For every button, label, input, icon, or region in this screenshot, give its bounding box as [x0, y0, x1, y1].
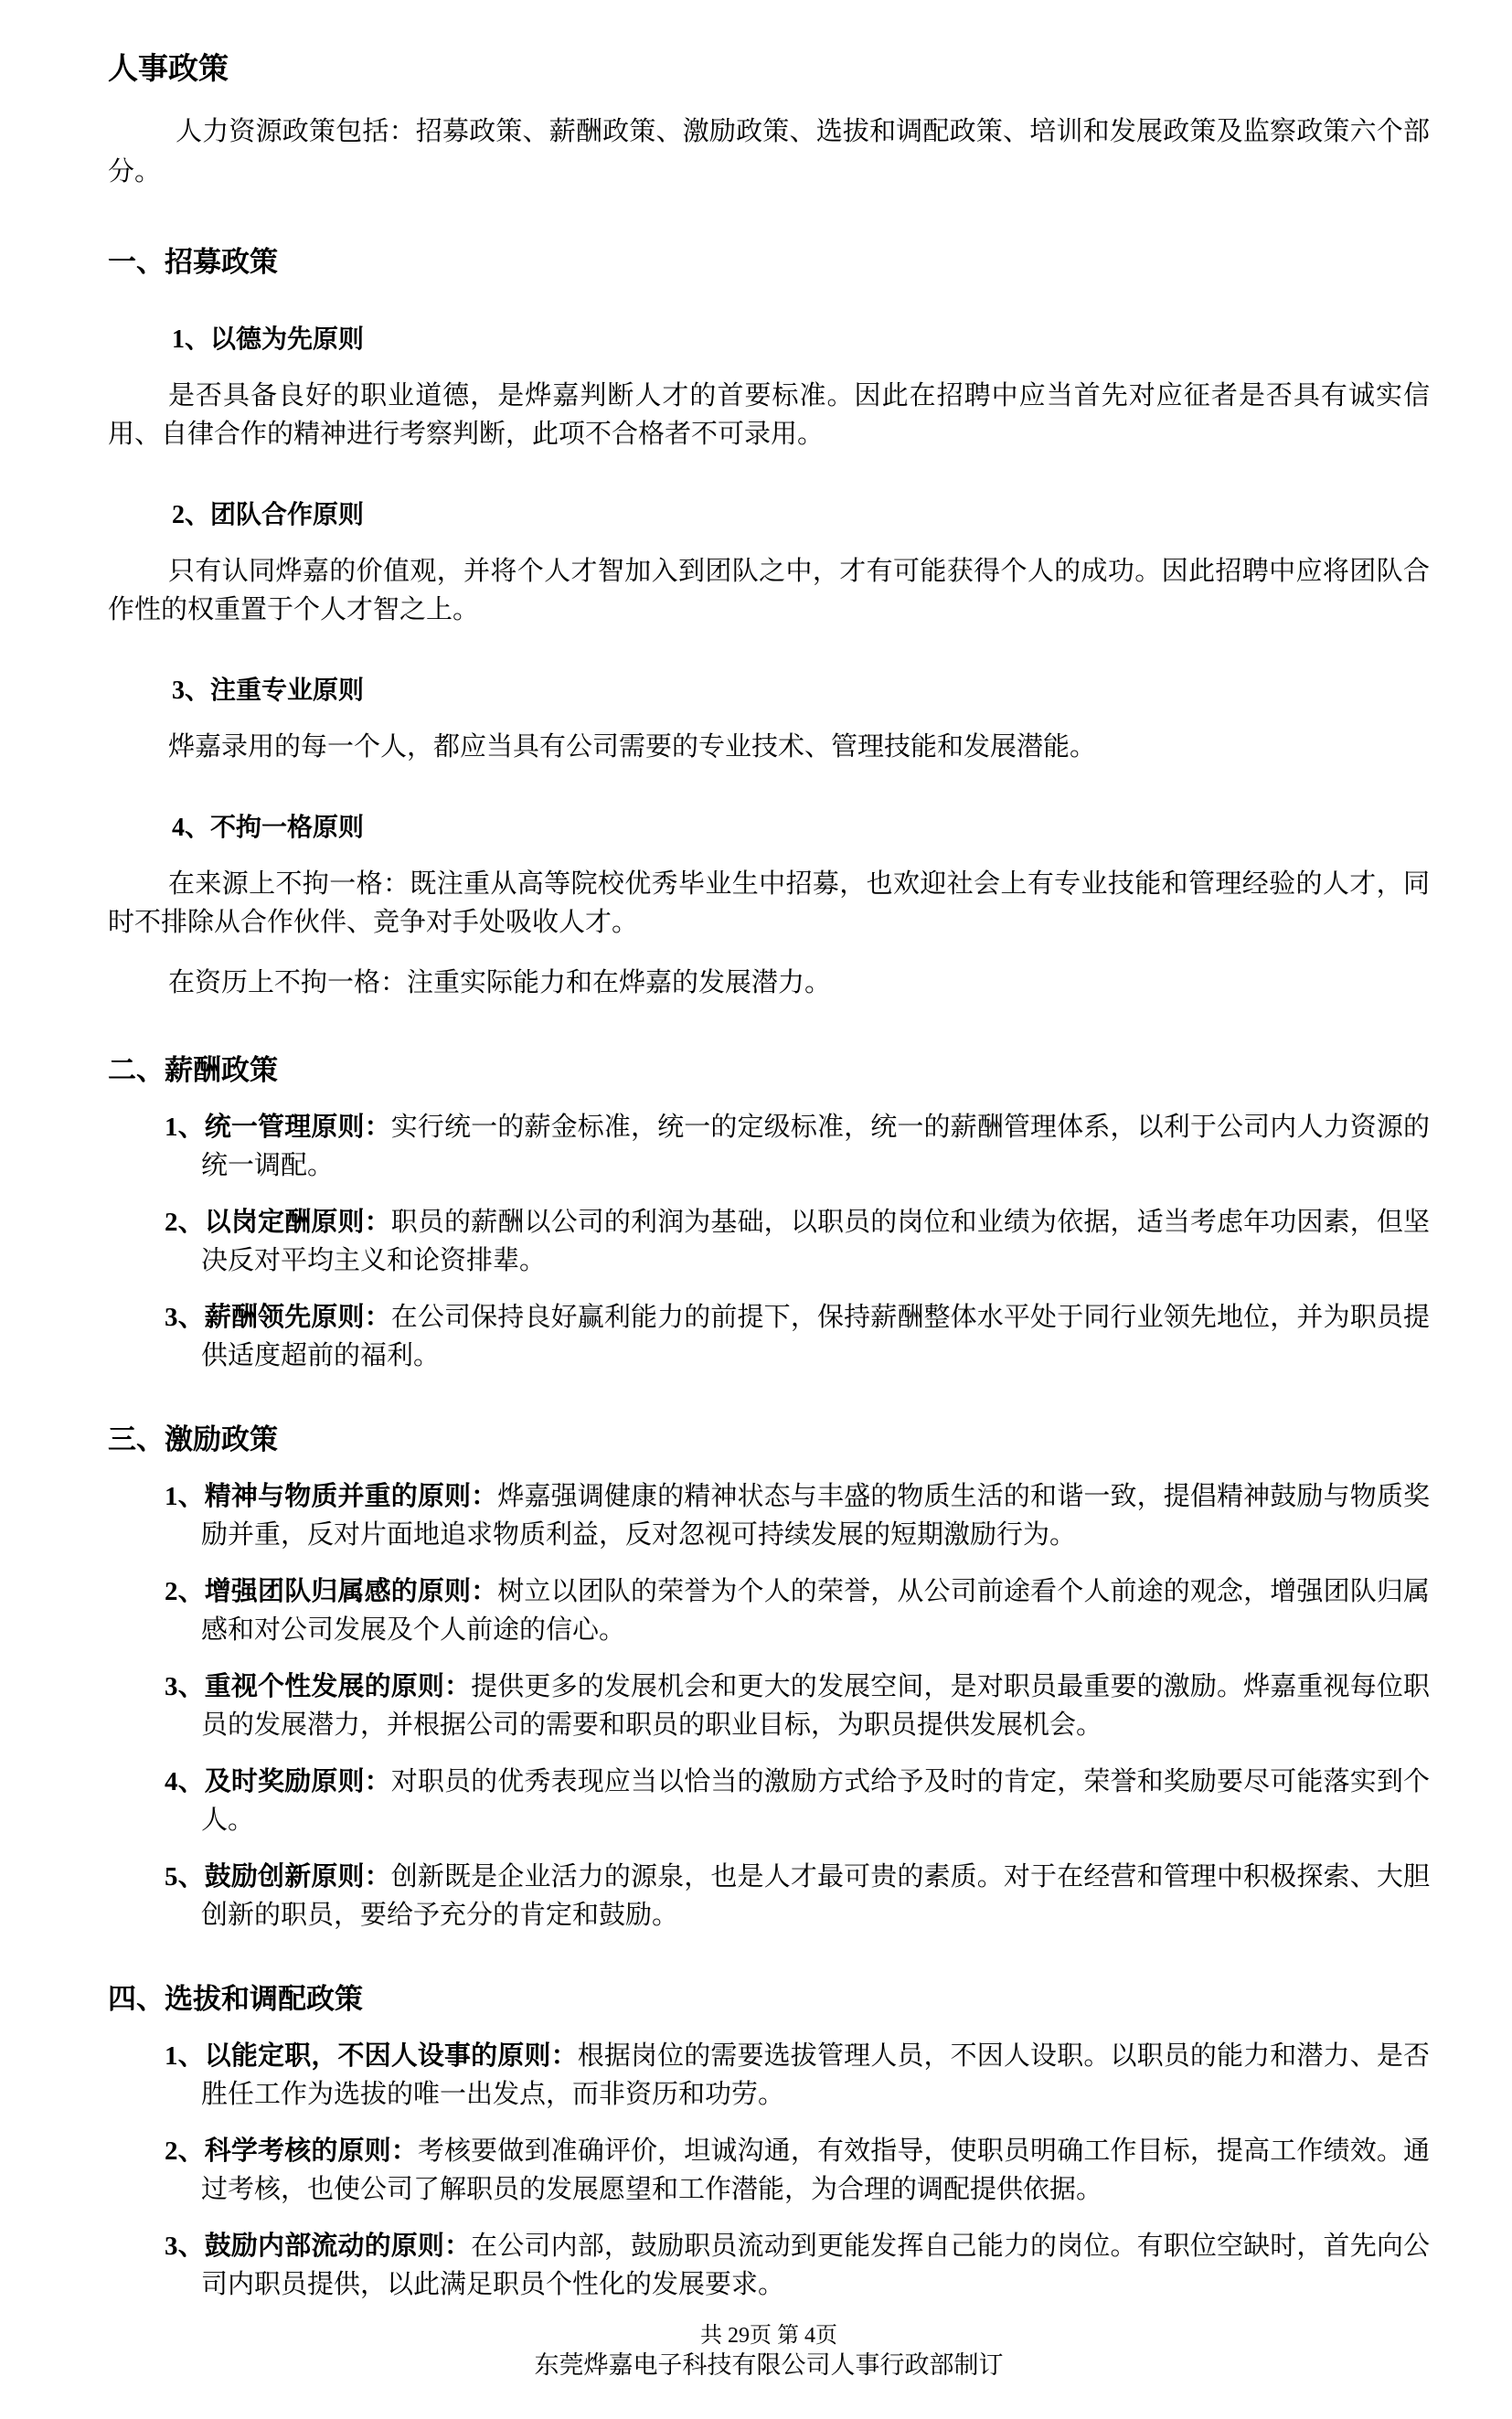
- policy-item: [108, 2227, 1430, 2304]
- policy-item: [108, 1763, 1430, 1839]
- item-text: 提供更多的发展机会和更大的发展空间，是对职员最重要的激励。烨嘉重视每位职员的发展潜力，并根据公司的需要和职员的职业目标，为职员提供发展机会。: [201, 1672, 1430, 1740]
- item-label: 2、以岗定酬原则：: [165, 1208, 391, 1237]
- item-text: 根据岗位的需要选拔管理人员，不因人设职。以职员的能力和潜力、是否胜任工作为选拔的唯一出发点，而非资历和功劳。: [201, 2041, 1430, 2109]
- item-text: 在公司内部，鼓励职员流动到更能发挥自己能力的岗位。有职位空缺时，首先向公司内职员提供，以此满足职员个性化的发展要求。: [201, 2232, 1430, 2299]
- item-label: 3、重视个性发展的原则：: [165, 1672, 472, 1701]
- paragraph: 在来源上不拘一格：既注重从高等院校优秀毕业生中招募，也欢迎社会上有专业技能和管理经验的人才，同时不排除从合作伙伴、竞争对手处吸收人才。: [108, 869, 1430, 937]
- policy-item: [108, 1668, 1430, 1744]
- doc-title: 人事政策: [108, 53, 229, 86]
- subsection-heading: 2、团队合作原则: [172, 501, 365, 529]
- item-text: 在公司保持良好赢利能力的前提下，保持薪酬整体水平处于同行业领先地位，并为职员提供适度超前的福利。: [201, 1303, 1430, 1370]
- item-label: 2、科学考核的原则：: [165, 2137, 418, 2166]
- item-text: 创新既是企业活力的源泉，也是人才最可贵的素质。对于在经营和管理中积极探索、大胆创新的职员，要给予充分的肯定和鼓励。: [201, 1862, 1430, 1930]
- policy-item: [108, 1858, 1430, 1934]
- footer-page-info: 共 29页 第 4页: [700, 2324, 837, 2348]
- policy-item: [108, 2037, 1430, 2114]
- intro-paragraph: 人力资源政策包括：招募政策、薪酬政策、激励政策、选拔和调配政策、培训和发展政策及监察政策六个部分。: [108, 117, 1430, 186]
- policy-item: [108, 1477, 1430, 1554]
- footer-issuer: 东莞烨嘉电子科技有限公司人事行政部制订: [534, 2351, 1004, 2379]
- subsection-heading: 4、不拘一格原则: [172, 814, 365, 842]
- item-label: 1、精神与物质并重的原则：: [165, 1482, 498, 1511]
- section-heading-selection: 四、选拔和调配政策: [108, 1983, 363, 2015]
- item-label: 4、及时奖励原则：: [165, 1767, 391, 1796]
- section-heading-incentive: 三、激励政策: [108, 1423, 278, 1455]
- item-label: 3、薪酬领先原则：: [165, 1303, 391, 1332]
- subsection-heading: 1、以德为先原则: [172, 325, 365, 354]
- policy-item: [108, 1572, 1430, 1649]
- page-footer: [108, 2322, 1430, 2419]
- item-text: 树立以团队的荣誉为个人的荣誉，从公司前途看个人前途的观念，增强团队归属感和对公司发展及个人前途的信心。: [201, 1577, 1430, 1645]
- item-text: 对职员的优秀表现应当以恰当的激励方式给予及时的肯定，荣誉和奖励要尽可能落实到个人。: [201, 1767, 1430, 1835]
- item-label: 2、增强团队归属感的原则：: [165, 1577, 498, 1606]
- item-text: 职员的薪酬以公司的利润为基础，以职员的岗位和业绩为依据，适当考虑年功因素，但坚决反对平均主义和论资排辈。: [201, 1208, 1430, 1275]
- policy-item: [108, 1298, 1430, 1375]
- paragraph: 是否具备良好的职业道德，是烨嘉判断人才的首要标准。因此在招聘中应当首先对应征者是否具有诚实信用、自律合作的精神进行考察判断，此项不合格者不可录用。: [108, 381, 1430, 449]
- item-label: 1、以能定职，不因人设事的原则：: [165, 2041, 578, 2071]
- section-heading-compensation: 二、薪酬政策: [108, 1054, 278, 1086]
- policy-item: [108, 1108, 1430, 1185]
- item-text: 实行统一的薪金标准，统一的定级标准，统一的薪酬管理体系，以利于公司内人力资源的统一调配。: [201, 1113, 1430, 1180]
- section-heading-recruitment: 一、招募政策: [108, 246, 278, 278]
- item-text: 考核要做到准确评价，坦诚沟通，有效指导，使职员明确工作目标，提高工作绩效。通过考核，也使公司了解职员的发展愿望和工作潜能，为合理的调配提供依据。: [201, 2137, 1430, 2204]
- policy-item: [108, 2132, 1430, 2209]
- subsection-heading: 3、注重专业原则: [172, 677, 365, 705]
- paragraph: 只有认同烨嘉的价值观，并将个人才智加入到团队之中，才有可能获得个人的成功。因此招聘中应将团队合作性的权重置于个人才智之上。: [108, 557, 1430, 624]
- item-label: 5、鼓励创新原则：: [165, 1862, 391, 1892]
- item-label: 3、鼓励内部流动的原则：: [165, 2232, 472, 2261]
- item-text: 烨嘉强调健康的精神状态与丰盛的物质生活的和谐一致，提倡精神鼓励与物质奖励并重，反对片面地追求物质利益，反对忽视可持续发展的短期激励行为。: [201, 1482, 1430, 1550]
- paragraph: 烨嘉录用的每一个人，都应当具有公司需要的专业技术、管理技能和发展潜能。: [168, 732, 1097, 762]
- item-label: 1、统一管理原则：: [165, 1113, 391, 1142]
- policy-item: [108, 1203, 1430, 1280]
- paragraph: 在资历上不拘一格：注重实际能力和在烨嘉的发展潜力。: [168, 968, 832, 997]
